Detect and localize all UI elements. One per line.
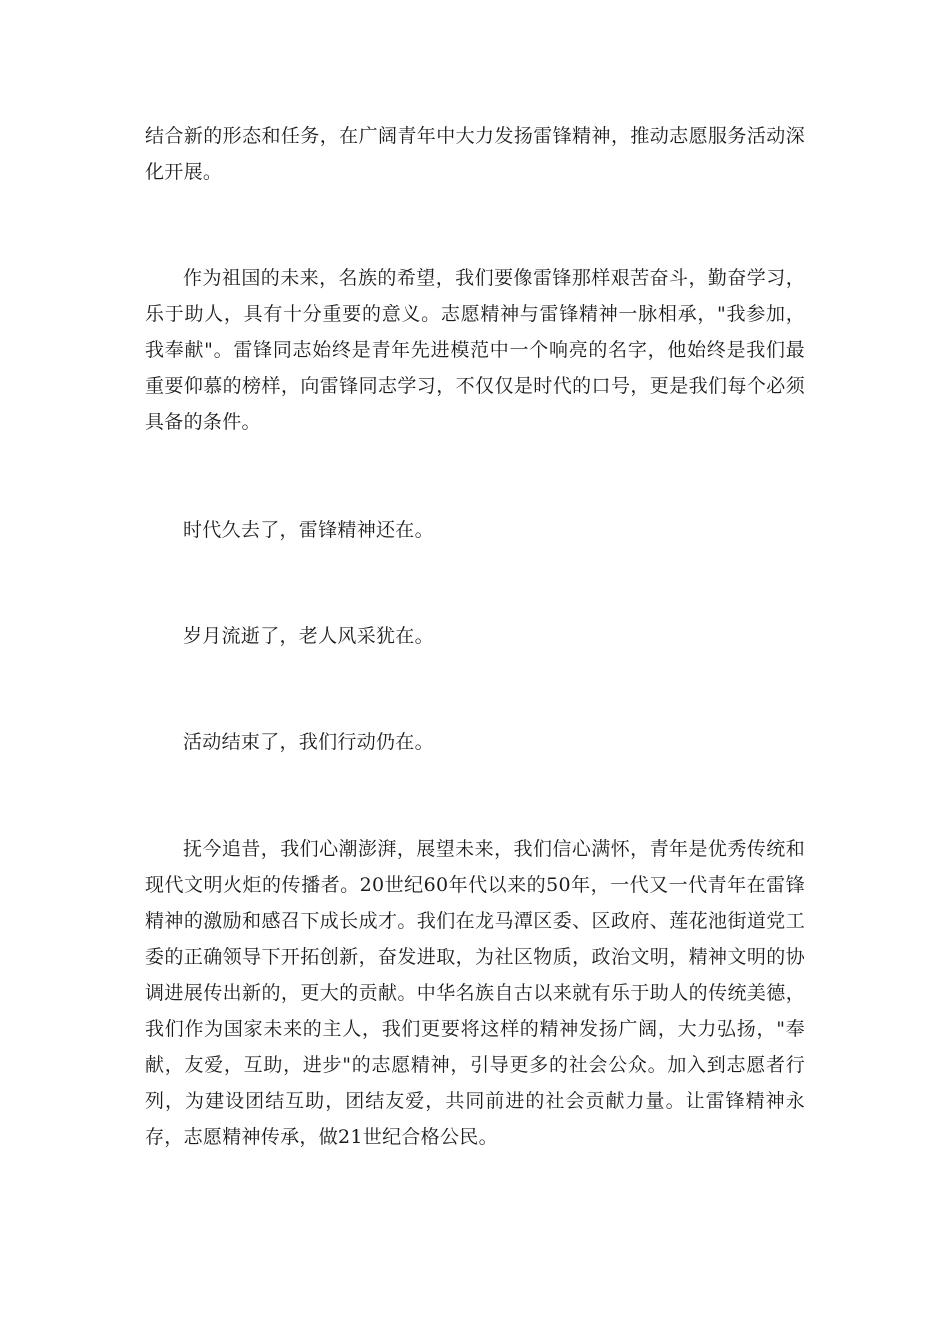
paragraph-era-line: 时代久去了，雷锋精神还在。 — [183, 519, 434, 541]
paragraph-significance: 作为祖国的未来，名族的希望，我们要像雷锋那样艰苦奋斗，勤奋学习，乐于助人，具有十分重要的意义。志愿精神与雷锋精神一脉相承，"我参加，我奉献"。雷锋同志始终是青年先进模范中一个响亮的名字，他始终是我们最重要仰慕的榜样，向雷锋同志学习，不仅仅是时代的口号，更是我们每个必须具备的条件。 — [145, 267, 805, 433]
paragraph-continuation: 结合新的形态和任务，在广阔青年中大力发扬雷锋精神，推动志愿服务活动深化开展。 — [145, 125, 805, 183]
paragraph-activity-line: 活动结束了，我们行动仍在。 — [183, 731, 434, 753]
paragraph-conclusion: 抚今追昔，我们心潮澎湃，展望未来，我们信心满怀，青年是优秀传统和现代文明火炬的传播者。20世纪60年代以来的50年，一代又一代青年在雷锋精神的激励和感召下成长成才。我们在龙马潭区委、区政府、莲花池街道党工委的正确领导下开拓创新，奋发进取，为社区物质，政治文明，精神文明的协调进展传出新的，更大的贡献。中华名族自古以来就有乐于助人的传统美德，我们作为国家未来的主人，我们更要将这样的精神发扬广阔，大力弘扬，"奉献，友爱，互助，进步"的志愿精神，引导更多的社会公众。加入到志愿者行列，为建设团结互助，团结友爱，共同前进的社会贡献力量。让雷锋精神永存，志愿精神传承，做21世纪合格公民。 — [145, 838, 805, 1148]
paragraph-years-line: 岁月流逝了，老人风采犹在。 — [183, 625, 434, 647]
